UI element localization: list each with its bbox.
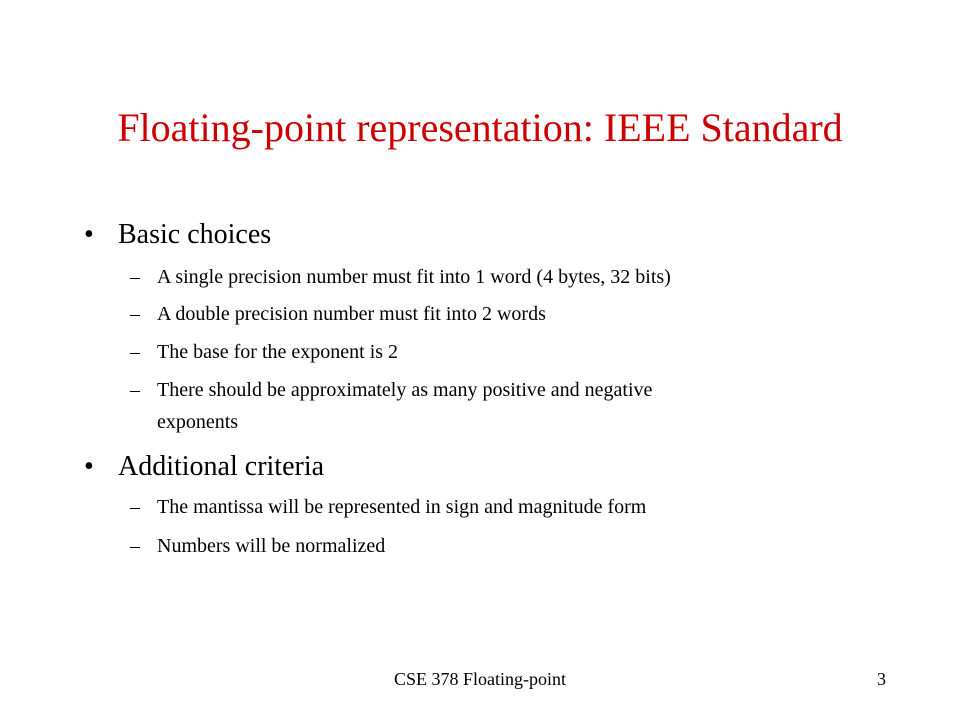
dash-mark: – [130, 379, 140, 401]
dash-mark: – [130, 341, 140, 363]
sub-bullet-text: A double precision number must fit into 2 words [157, 303, 546, 325]
bullet-heading: Basic choices [118, 219, 272, 250]
dash-mark: – [130, 535, 140, 557]
footer-text: CSE 378 Floating-point [393, 669, 566, 689]
sub-bullet-text: A single precision number must fit into 1 word (4 bytes, 32 bits) [157, 266, 671, 288]
bullet-heading: Additional criteria [118, 451, 325, 482]
slide-title: Floating-point representation: IEEE Standard [117, 105, 843, 150]
sub-bullet-text: The mantissa will be represented in sign and magnitude form [157, 496, 647, 518]
dash-mark: – [130, 496, 140, 518]
sub-bullet-text: There should be approximately as many positive and negative [157, 379, 653, 401]
sub-bullet-text: Numbers will be normalized [157, 535, 386, 557]
bullet-mark: • [84, 219, 94, 250]
sub-bullet-text-continued: exponents [157, 411, 239, 433]
dash-mark: – [130, 303, 140, 325]
page-number: 3 [877, 669, 886, 689]
dash-mark: – [130, 266, 140, 288]
bullet-mark: • [84, 451, 94, 482]
sub-bullet-text: The base for the exponent is 2 [157, 341, 399, 363]
